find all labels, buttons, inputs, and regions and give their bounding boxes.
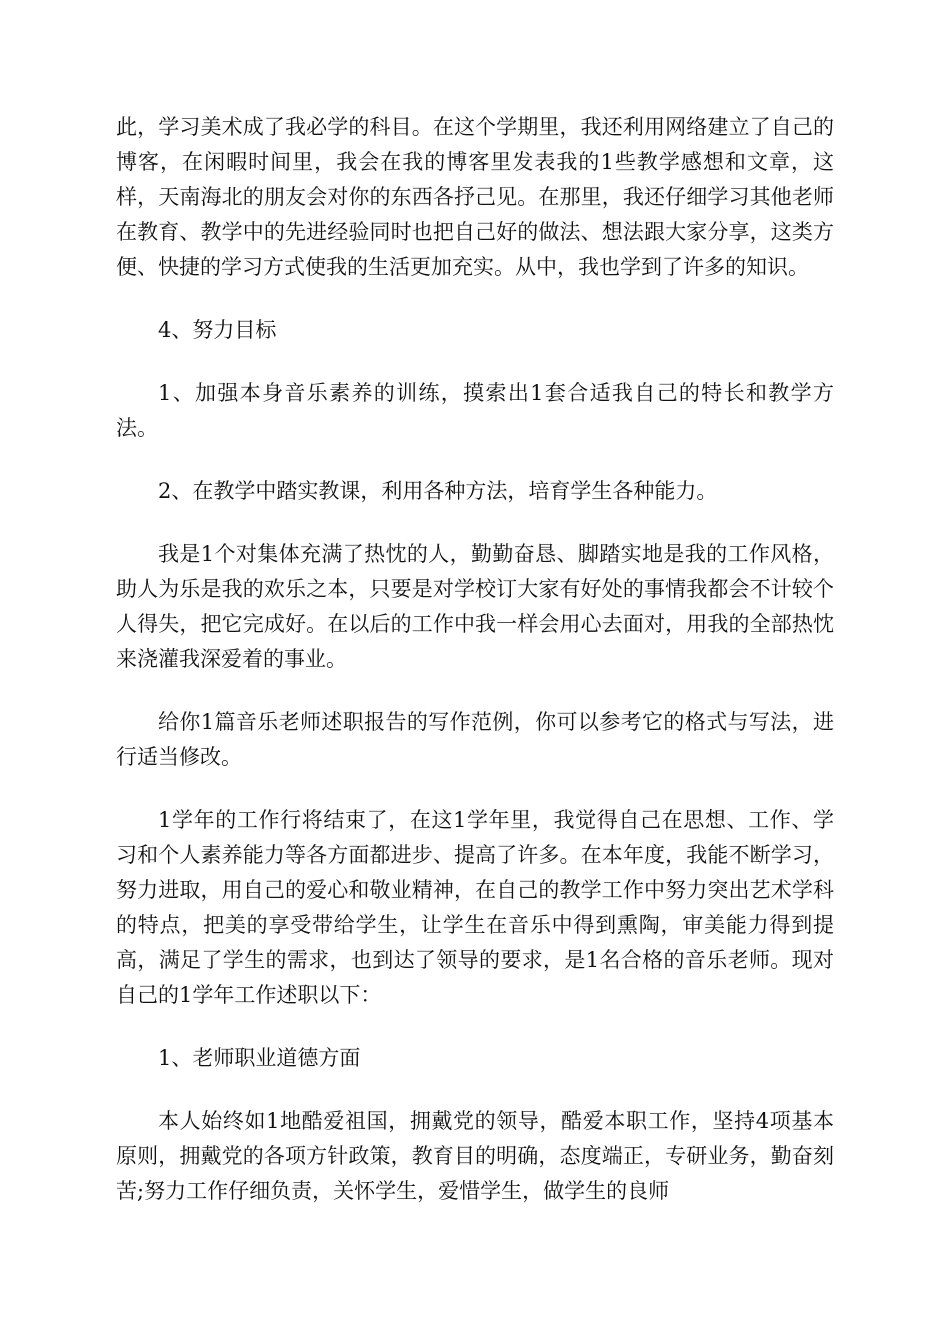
heading-ethics: 1、老师职业道德方面 — [158, 1046, 361, 1070]
paragraph-year-summary: 1学年的工作行将结束了，在这1学年里，我觉得自己在思想、工作、学习和个人素养能力等各方面都进步、提高了许多。在本年度，我能不断学习，努力进取，用自己的爱心和敬业精神，在自己的教学工作中努力突出艺术学科的特点，把美的享受带给学生，让学生在音乐中得到熏陶，审美能力得到提高，满足了学生的需求，也到达了领导的要求，是1名合格的音乐老师。现对自己的1学年工作述职以下： — [116, 808, 834, 1007]
paragraph-ethics: 本人始终如1地酷爱祖国，拥戴党的领导，酷爱本职工作，坚持4项基本原则，拥戴党的各项方针政策，教育目的明确，态度端正，专研业务，勤奋刻苦;努力工作仔细负责，关怀学生，爱惜学生，做学生的良师 — [116, 1109, 834, 1203]
heading-goals: 4、努力目标 — [158, 318, 277, 342]
paragraph-self-description: 我是1个对集体充满了热忱的人，勤勤奋恳、脚踏实地是我的工作风格，助人为乐是我的欢乐之本，只要是对学校订大家有好处的事情我都会不计较个人得失，把它完成好。在以后的工作中我一样会用心去面对，用我的全部热忱来浇灌我深爱着的事业。 — [116, 542, 834, 671]
goal-item-2: 2、在教学中踏实教课，利用各种方法，培育学生各种能力。 — [158, 479, 718, 503]
paragraph-continuation: 此，学习美术成了我必学的科目。在这个学期里，我还利用网络建立了自己的博客，在闲暇时间里，我会在我的博客里发表我的1些教学感想和文章，这样，天南海北的朋友会对你的东西各抒己见。在那里，我还仔细学习其他老师在教育、教学中的先进经验同时也把自己好的做法、想法跟大家分享，这类方便、快捷的学习方式使我的生活更加充实。从中，我也学到了许多的知识。 — [116, 115, 834, 279]
goal-item-1: 1、加强本身音乐素养的训练，摸索出1套合适我自己的特长和教学方法。 — [116, 381, 834, 440]
paragraph-example-intro: 给你1篇音乐老师述职报告的写作范例，你可以参考它的格式与写法，进行适当修改。 — [116, 710, 834, 769]
